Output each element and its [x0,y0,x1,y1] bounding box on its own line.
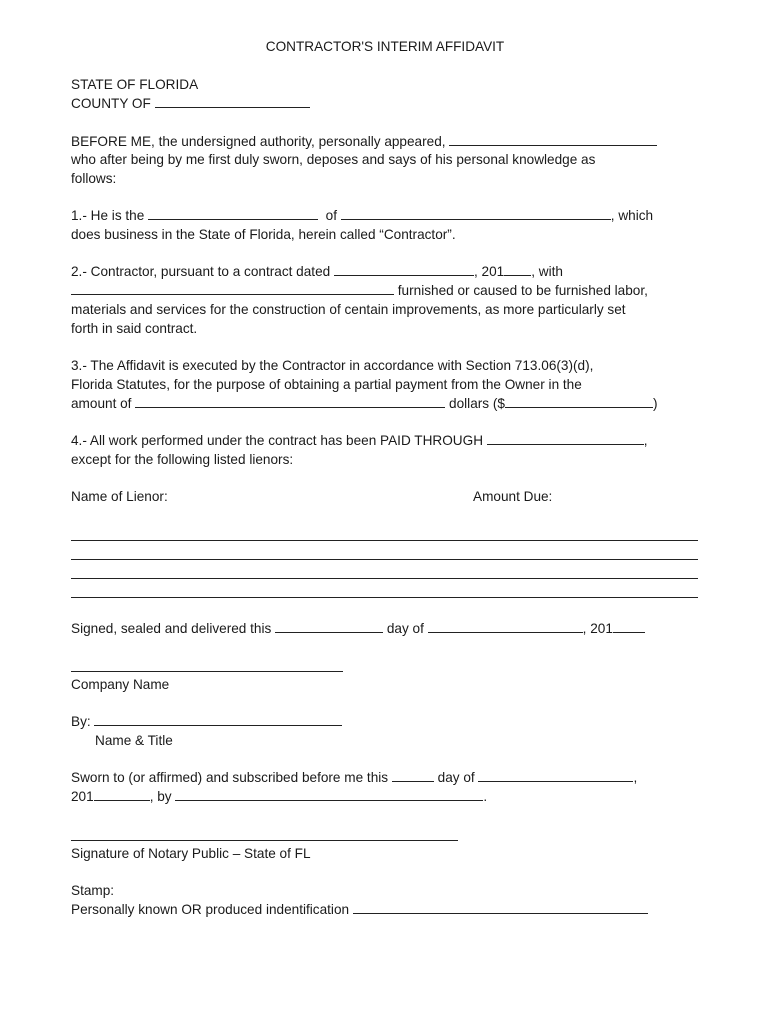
p3-amount-of: amount of [71,396,132,411]
signed-start: Signed, sealed and delivered this [71,621,272,636]
p1-start: 1.- He is the [71,208,145,223]
paragraph-4-line-1 [71,432,648,450]
paragraph-2-line-4: forth in said contract. [71,321,198,336]
p4-start: 4.- All work performed under the contract has been PAID THROUGH [71,433,484,448]
p4-comma: , [643,433,648,448]
p1-of: of [325,208,337,223]
follows-text: follows: [71,171,117,186]
p1-which: , which [610,208,654,223]
county-label: COUNTY OF [71,96,151,111]
signed-year-blank[interactable] [613,620,645,633]
title-blank[interactable] [148,207,318,220]
lienor-row-line[interactable] [71,540,698,541]
sworn-day-blank[interactable] [392,769,434,782]
lienor-row-line[interactable] [71,559,698,560]
sworn-line-2 [71,788,487,806]
before-me-text: BEFORE ME, the undersigned authority, personally appeared, [71,134,446,149]
sworn-by: , by [149,789,172,804]
sworn-month-blank[interactable] [478,769,633,782]
name-title-label: Name & Title [95,733,173,748]
contract-year-blank[interactable] [504,263,531,276]
stamp-label: Stamp: [71,883,115,898]
sworn-line-1 [71,769,637,787]
signed-day-blank[interactable] [275,620,383,633]
sworn-year: 201 [71,789,94,804]
state-line: STATE OF FLORIDA [71,77,199,92]
signed-month-blank[interactable] [428,620,583,633]
county-line [71,95,310,113]
paragraph-2-line-2 [71,282,648,300]
signed-line [71,620,645,638]
sworn-comma: , [633,770,638,785]
paragraph-3-line-1: 3.- The Affidavit is executed by the Contractor in accordance with Section 713.06(3)(d), [71,358,594,373]
p2-with: , with [531,264,563,279]
identification-blank[interactable] [353,901,648,914]
sworn-by-blank[interactable] [175,788,483,801]
contract-date-blank[interactable] [334,263,474,276]
paragraph-3-line-3 [71,395,657,413]
before-me-line [71,133,657,151]
amount-figures-blank[interactable] [505,395,653,408]
signed-day-of: day of [386,621,424,636]
signed-year: , 201 [582,621,613,636]
company-blank[interactable] [341,207,611,220]
sworn-start: Sworn to (or affirmed) and subscribed before me this [71,770,389,785]
paid-through-blank[interactable] [487,432,644,445]
affiant-name-blank[interactable] [449,133,657,146]
company-name-label: Company Name [71,677,170,692]
identification-label: Personally known OR produced indentification [71,902,350,917]
notary-signature-label: Signature of Notary Public – State of FL [71,846,311,861]
paragraph-1-line-2: does business in the State of Florida, herein called “Contractor”. [71,227,456,242]
by-signature-blank[interactable] [94,713,342,726]
lienor-row-line[interactable] [71,597,698,598]
sworn-year-blank[interactable] [94,788,150,801]
document-title: CONTRACTOR'S INTERIM AFFIDAVIT [265,39,505,54]
p2-start: 2.- Contractor, pursuant to a contract dated [71,264,331,279]
lienor-column-header: Name of Lienor: [71,489,168,504]
owner-blank[interactable] [71,282,394,295]
by-line [71,713,342,731]
p3-close: ) [652,396,658,411]
paragraph-2-line-3: materials and services for the construction of centain improvements, as more particularly set [71,302,626,317]
lienor-row-line[interactable] [71,578,698,579]
p2-furnished: furnished or caused to be furnished labor, [397,283,648,298]
company-signature-line[interactable] [71,671,343,672]
paragraph-1-line-1 [71,207,653,225]
paragraph-2-line-1 [71,263,563,281]
county-blank[interactable] [155,95,310,108]
p2-year: , 201 [473,264,505,279]
sworn-day-of: day of [437,770,475,785]
paragraph-3-line-2: Florida Statutes, for the purpose of obtaining a partial payment from the Owner in the [71,377,582,392]
sworn-statement: who after being by me first duly sworn, deposes and says of his personal knowledge as [71,152,596,167]
notary-signature-line[interactable] [71,840,458,841]
identification-line [71,901,648,919]
by-label: By: [71,714,91,729]
paragraph-4-line-2: except for the following listed lienors: [71,452,294,467]
amount-words-blank[interactable] [135,395,445,408]
p3-dollars: dollars ($ [449,396,505,411]
amount-column-header: Amount Due: [473,489,553,504]
sworn-period: . [483,789,488,804]
